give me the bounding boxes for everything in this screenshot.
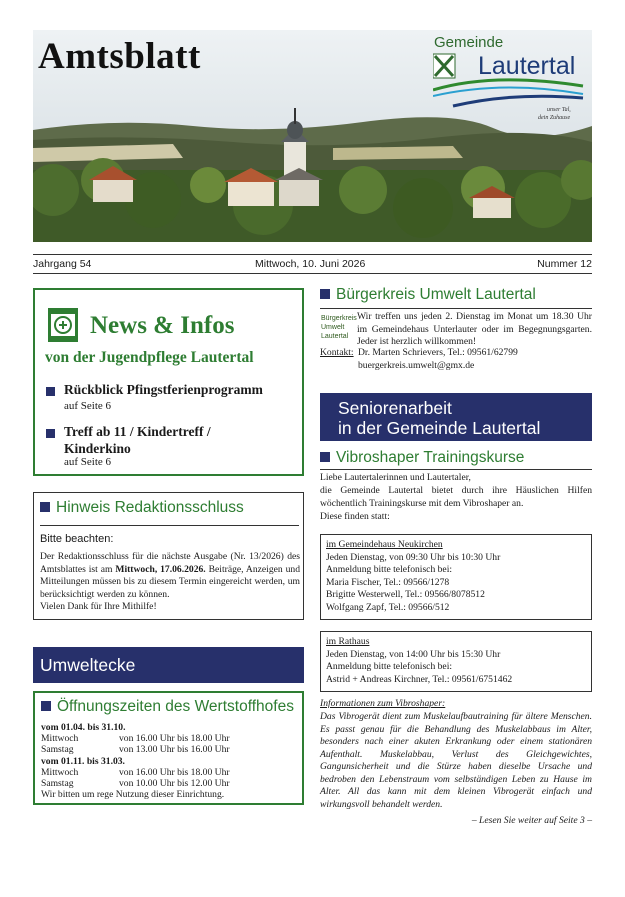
news-item-1-ref: auf Seite 6: [64, 400, 112, 412]
divider: [320, 469, 592, 470]
redaktion-heading: Hinweis Redaktionsschluss: [40, 499, 244, 517]
buergerkreis-contact-label: Kontakt:: [320, 347, 354, 358]
buergerkreis-email[interactable]: buergerkreis.umwelt@gmx.de: [358, 360, 475, 371]
logo-tagline-2: dein Zuhause: [538, 115, 571, 121]
wertstoffhof-schedule: [41, 722, 299, 800]
divider: [40, 525, 299, 526]
schedule-row: Samstag von 10.00 Uhr bis 12.00 Uhr: [41, 777, 230, 789]
vibro-info-text: Das Vibrogerät dient zum Muskelaufbautraining für ältere Menschen. Es passt genau für die Behandlung des Muskelabbaus im Alter, besonders nach einer akuten Erkrankung oder einem stationären Aufenthalt. Muskelabbau, Verlust des Gleichgewichtes, Gangunsicherheit und die Stürze haben dieselbe Ursache und bedroben den Lebenstraum vom selbständigen Leben zu Hause im Alter. All das kann mit dem kleinen Vibrogerät einfach und wirkungsvoll behandelt werden.: [320, 711, 592, 810]
issue-volume: Jahrgang 54: [33, 258, 92, 270]
issue-number: Nummer 12: [537, 258, 592, 270]
period-1-range: vom 01.04. bis 31.10.: [41, 722, 126, 733]
masthead-title: Amtsblatt: [38, 36, 201, 77]
square-bullet-icon: [320, 289, 330, 299]
buergerkreis-contact: Dr. Marten Schrievers, Tel.: 09561/62799: [358, 347, 518, 358]
vibro-greeting: Liebe Lautertalerinnen und Lautertaler,: [320, 472, 471, 483]
wertstoffhof-heading: Öffnungszeiten des Wertstoffhofes: [41, 698, 294, 716]
location-1-details: im Gemeindehaus Neukirchen Jeden Dienstag, von 09:30 Uhr bis 10:30 Uhr Anmeldung bitte telefonisch bei: Maria Fischer, Tel.: 09566/1278 Brigitte Westerwell, Tel.: 09566/8078512 Wolfgang Zapf, Tel.: 09566/512: [326, 539, 501, 613]
square-bullet-icon: [41, 701, 51, 711]
redaktionsschluss-box: [33, 492, 304, 620]
issue-date: Mittwoch, 10. Juni 2026: [255, 258, 366, 270]
redaktion-lead: Bitte beachten:: [40, 533, 114, 545]
divider: [320, 308, 592, 309]
news-title: News & Infos: [90, 312, 235, 339]
news-infos-box: [33, 288, 304, 476]
location-box-rathaus: [320, 631, 592, 692]
logo-gemeinde-text: Gemeinde: [434, 34, 504, 51]
location-2-details: im Rathaus Jeden Dienstag, von 14:00 Uhr bis 15:30 Uhr Anmeldung bitte telefonisch bei: Astrid + Andreas Kirchner, Tel.: 09561/6751462: [326, 636, 513, 685]
schedule-row: Samstag von 13.00 Uhr bis 16.00 Uhr: [41, 744, 230, 756]
vibro-intro2: Diese finden statt:: [320, 511, 390, 522]
buergerkreis-logo: Bürgerkreis Umwelt Lautertal: [321, 315, 357, 340]
location-box-neukirchen: [320, 534, 592, 620]
bullet-square-icon: [46, 387, 55, 396]
jugendpflege-logo-icon: [48, 308, 78, 342]
buergerkreis-heading: Bürgerkreis Umwelt Lautertal: [320, 286, 536, 304]
vibro-heading: Vibroshaper Trainingskurse: [320, 449, 524, 467]
umweltecke-banner: [33, 647, 304, 683]
news-subtitle: von der Jugendpflege Lautertal: [45, 349, 254, 366]
news-item-1-title: Rückblick Pfingstferienprogramm: [64, 382, 263, 397]
issue-info-bar: [33, 254, 592, 274]
period-2-range: vom 01.11. bis 31.03.: [41, 755, 125, 767]
logo-lautertal-text: Lautertal: [478, 52, 576, 80]
continue-note: – Lesen Sie weiter auf Seite 3 –: [471, 815, 592, 826]
vibro-intro: die Gemeinde Lautertal bietet durch ihre Häuslichen Hilfen wöchentlich Trainingskurse mit dem Vibroshaper an.: [320, 485, 592, 509]
wertstoffhof-note: Wir bitten um rege Nutzung dieser Einrichtung.: [41, 789, 225, 801]
redaktion-text: Der Redaktionsschluss für die nächste Ausgabe (Nr. 13/2026) des Amtsblattes ist am Mittwoch, 17.06.2026. Beiträge, Anzeigen und Mitteilungen müssen bis zu diesem Termin eingereicht werden, um berücksichtigt werden zu können. Vielen Dank für Ihre Mithilfe!: [40, 551, 300, 612]
square-bullet-icon: [320, 452, 330, 462]
umweltecke-title: Umweltecke: [40, 655, 136, 675]
vibro-info-heading: Informationen zum Vibroshaper:: [320, 698, 446, 709]
schedule-row: Mittwoch von 16.00 Uhr bis 18.00 Uhr: [41, 733, 230, 745]
buergerkreis-text: Wir treffen uns jeden 2. Dienstag im Monat um 18.30 Uhr im Gemeindehaus Unterlauter oder im Begegnungsgarten. Jeder ist herzlich willkommen!: [357, 311, 592, 347]
news-item-2-ref: auf Seite 6: [64, 456, 112, 468]
square-bullet-icon: [40, 502, 50, 512]
wertstoffhof-box: [33, 691, 304, 805]
logo-tagline-1: unser Tal,: [547, 107, 571, 113]
news-item-2-title: Treff ab 11 / Kindertreff / Kinderkino: [64, 424, 211, 456]
schedule-row: Mittwoch von 16.00 Uhr bis 18.00 Uhr: [41, 766, 230, 778]
senioren-title: Seniorenarbeit in der Gemeinde Lautertal: [338, 398, 541, 438]
seniorenarbeit-banner: [320, 393, 592, 441]
bullet-square-icon: [46, 429, 55, 438]
